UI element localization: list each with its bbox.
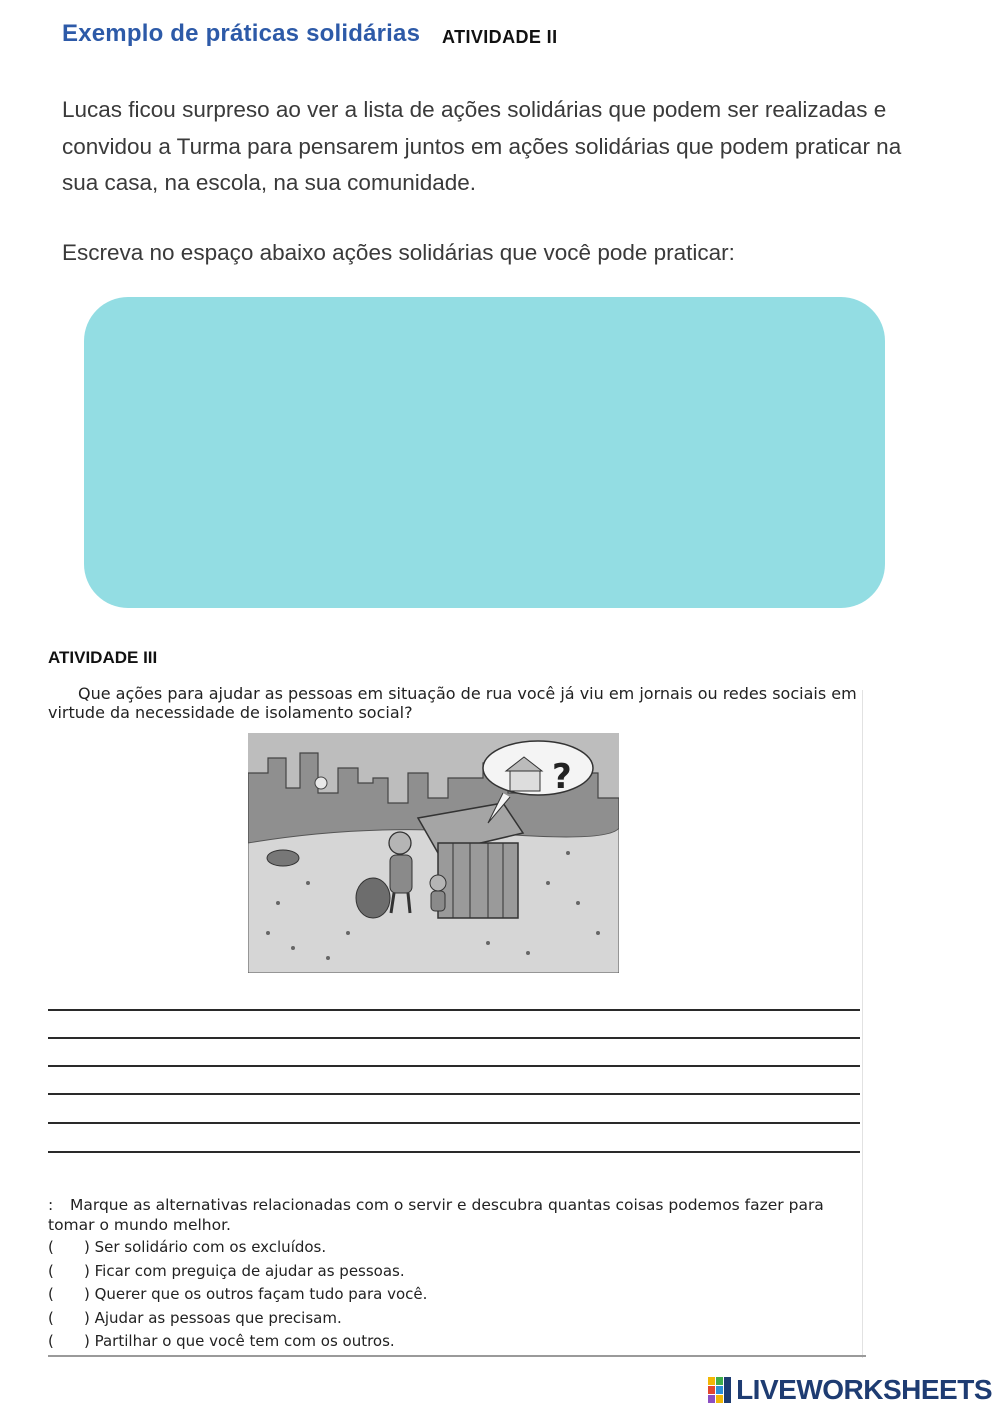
option-checkbox[interactable]: ( <box>48 1308 54 1327</box>
option-5[interactable] <box>48 1330 427 1354</box>
answer-line-4[interactable] <box>48 1093 860 1095</box>
activity-2-instruction: Escreva no espaço abaixo ações solidárias que você pode praticar: <box>62 240 735 265</box>
option-1[interactable] <box>48 1236 427 1260</box>
liveworksheets-brand <box>708 1374 992 1406</box>
svg-text:?: ? <box>552 757 572 797</box>
option-text: ) Ajudar as pessoas que precisam. <box>84 1308 342 1327</box>
answer-textbox[interactable] <box>84 297 885 608</box>
checklist-options <box>48 1236 427 1354</box>
option-checkbox[interactable]: ( <box>48 1238 54 1256</box>
activity-3-label: ATIVIDADE III <box>48 648 158 667</box>
checklist-instruction <box>48 1195 860 1235</box>
option-checkbox[interactable]: ( <box>48 1332 54 1351</box>
option-text: ) Querer que os outros façam tudo para você. <box>84 1285 428 1304</box>
checklist-intro-text: Marque as alternativas relacionadas com o servir e descubra quantas coisas podemos fazer para tomar o mundo melhor. <box>48 1196 824 1234</box>
option-text: ) Partilhar o que você tem com os outros. <box>84 1332 395 1351</box>
homeless-cartoon-illustration <box>248 733 619 973</box>
activity-3-question: Que ações para ajudar as pessoas em situação de rua você já viu em jornais ou redes sociais em virtude da necessidade de isolamento social? <box>48 684 857 722</box>
option-4[interactable] <box>48 1307 427 1331</box>
activity-2-label: ATIVIDADE II <box>442 27 558 47</box>
bottom-rule <box>48 1355 866 1357</box>
answer-line-6[interactable] <box>48 1151 860 1153</box>
liveworksheets-logo-icon <box>708 1375 732 1405</box>
answer-line-5[interactable] <box>48 1122 860 1124</box>
option-text: ) Ficar com preguiça de ajudar as pessoas. <box>84 1261 405 1280</box>
page-title: Exemplo de práticas solidárias <box>62 20 421 47</box>
answer-line-3[interactable] <box>48 1065 860 1067</box>
activity-2-paragraph: Lucas ficou surpreso ao ver a lista de ações solidárias que podem ser realizadas e convidou a Turma para pensarem juntos em ações solidárias que podem praticar na sua casa, na escola, na sua comunidade. <box>62 97 902 195</box>
option-3[interactable] <box>48 1283 427 1307</box>
checklist-bullet: : <box>48 1196 54 1214</box>
right-margin-rule <box>862 690 863 1358</box>
option-2[interactable] <box>48 1260 427 1284</box>
option-checkbox[interactable]: ( <box>48 1261 54 1280</box>
answer-line-1[interactable] <box>48 1009 860 1011</box>
brand-text: LIVEWORKSHEETS <box>736 1374 992 1405</box>
option-checkbox[interactable]: ( <box>48 1285 54 1304</box>
answer-line-2[interactable] <box>48 1037 860 1039</box>
option-text: ) Ser solidário com os excluídos. <box>84 1238 327 1256</box>
